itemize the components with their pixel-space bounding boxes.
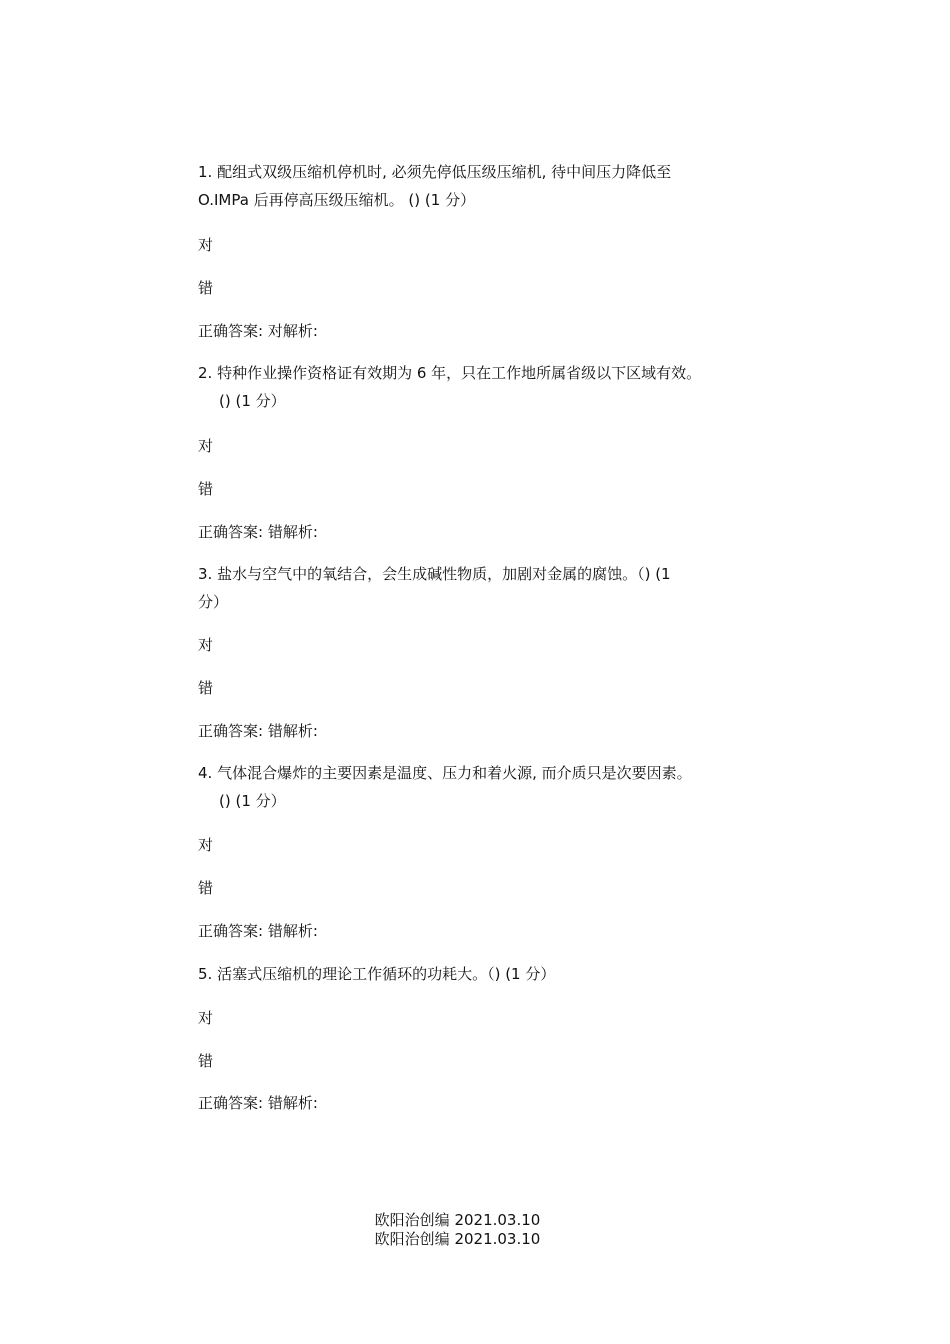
question-3-option-false[interactable]: 错 [198, 679, 214, 697]
question-2 [198, 359, 728, 415]
question-2-text-line2: () (1 分） [219, 392, 286, 410]
question-2-option-false[interactable]: 错 [198, 480, 214, 498]
question-3-text-line1: 3. 盐水与空气中的氧结合，会生成碱性物质，加剧对金属的腐蚀。（) (1 [198, 565, 671, 583]
question-5 [198, 960, 728, 988]
question-1-option-true[interactable]: 对 [198, 236, 214, 254]
question-1 [198, 158, 728, 214]
question-3-text-line2: 分） [198, 593, 229, 611]
question-2-text-line1: 2. 特种作业操作资格证有效期为 6 年，只在工作地所属省级以下区域有效。 [198, 364, 702, 382]
question-1-text-line1: 1. 配组式双级压缩机停机时, 必须先停低压级压缩机, 待中间压力降低至 [198, 163, 672, 181]
question-3 [198, 560, 728, 616]
question-3-option-true[interactable]: 对 [198, 636, 214, 654]
question-4-text-line1: 4. 气体混合爆炸的主要因素是温度、压力和着火源, 而介质只是次要因素。 [198, 764, 692, 782]
question-4-option-true[interactable]: 对 [198, 836, 214, 854]
question-1-text-line2: O.IMPa 后再停高压级压缩机。 () (1 分） [198, 191, 476, 209]
question-5-option-true[interactable]: 对 [198, 1009, 214, 1027]
question-1-answer: 正确答案: 对解析: [198, 322, 318, 340]
question-2-option-true[interactable]: 对 [198, 437, 214, 455]
question-5-text-line1: 5. 活塞式压缩机的理论工作循环的功耗大。（) (1 分） [198, 965, 556, 983]
question-4 [198, 759, 728, 815]
question-3-answer: 正确答案: 错解析: [198, 722, 318, 740]
footer-line-2: 欧阳治创编 2021.03.10 [374, 1230, 541, 1248]
question-1-option-false[interactable]: 错 [198, 279, 214, 297]
question-4-option-false[interactable]: 错 [198, 879, 214, 897]
question-4-answer: 正确答案: 错解析: [198, 922, 318, 940]
question-4-text-line2: () (1 分） [219, 792, 286, 810]
question-2-answer: 正确答案: 错解析: [198, 523, 318, 541]
footer-line-1: 欧阳治创编 2021.03.10 [374, 1211, 541, 1229]
question-5-answer: 正确答案: 错解析: [198, 1094, 318, 1112]
question-5-option-false[interactable]: 错 [198, 1052, 214, 1070]
